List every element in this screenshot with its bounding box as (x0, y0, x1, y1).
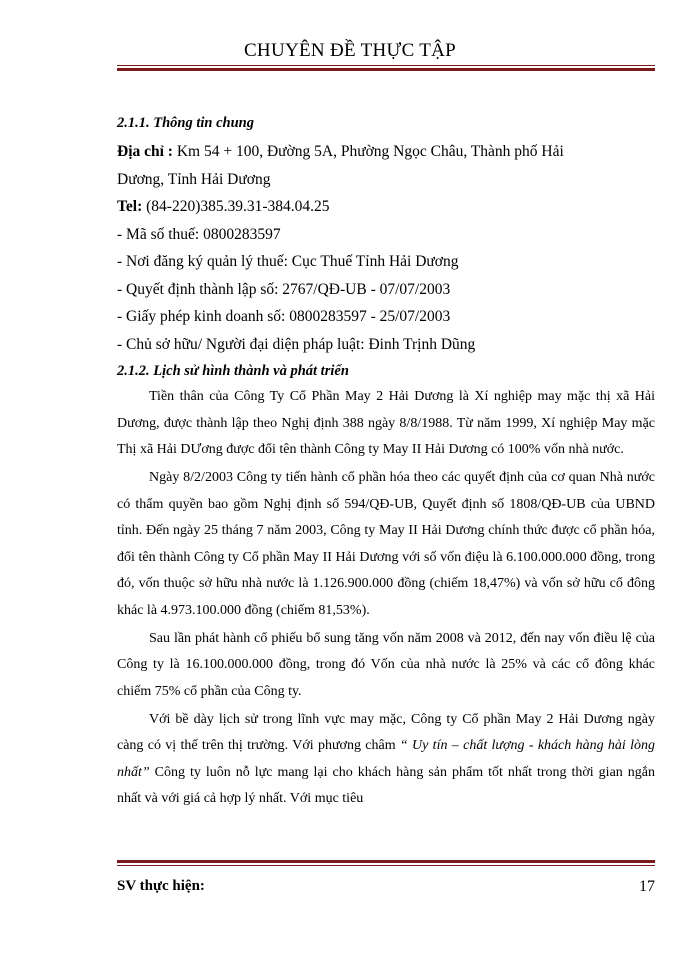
history-paragraph-4 (117, 707, 655, 813)
paragraph-4-start: Với bề dày lịch sử trong lĩnh vực may mặc, Công ty Cổ phần May 2 Hải Dương ngày càng có vị thế trên thị trường. Với phương châm (117, 711, 655, 753)
page-number: 17 (639, 878, 655, 895)
paragraph-4-end: Công ty luôn nỗ lực mang lại cho khách hàng sản phẩm tốt nhất trong thời gian ngắn nhất và với giá cả hợp lý nhất. Với mục tiêu (117, 764, 655, 806)
section-heading-general-info: 2.1.1. Thông tin chung (117, 115, 254, 131)
history-paragraph-3: Sau lần phát hành cổ phiếu bổ sung tăng vốn năm 2008 và 2012, đến nay vốn điều lệ của Công ty là 16.100.000.000 đồng, trong đó Vốn của nhà nước là 25% và các cổ đông khác chiếm 75% cổ phần của Công ty. (117, 630, 655, 699)
footer-student-label: SV thực hiện: (117, 878, 205, 894)
footer-rule-thick (117, 860, 655, 863)
tel-value: (84-220)385.39.31-384.04.25 (146, 198, 330, 215)
license-line: - Giấy phép kinh doanh số: 0800283597 - 25/07/2003 (117, 308, 451, 325)
tax-code-line: - Mã số thuế: 0800283597 (117, 225, 281, 243)
section-heading-history: 2.1.2. Lịch sử hình thành và phát triển (117, 363, 349, 379)
footer-rule-thin (117, 865, 655, 866)
page-header-title: CHUYÊN ĐỀ THỰC TẬP (243, 40, 457, 61)
tel-line (117, 193, 655, 221)
decision-line: - Quyết định thành lập số: 2767/QĐ-UB - 07/07/2003 (117, 280, 451, 298)
address-label: Địa chỉ : (117, 143, 173, 160)
history-paragraph-1: Tiền thân của Công Ty Cổ Phần May 2 Hải Dương là Xí nghiệp may mặc thị xã Hải Dương, được thành lập theo Nghị định 388 ngày 8/8/1988. Từ năm 1999, Xí nghiệp May mặc Thị xã Hải DƯơng được đổi tên thành Công ty May II Hải Dương có 100% vốn nhà nước. (117, 389, 655, 457)
header-rule-thick (117, 68, 655, 71)
document-body (117, 108, 655, 814)
tax-office-line: - Nơi đăng ký quản lý thuế: Cục Thuế Tỉnh Hải Dương (117, 253, 459, 270)
address-value: Km 54 + 100, Đường 5A, Phường Ngọc Châu, Thành phố Hải (176, 143, 564, 160)
address-line-1 (117, 138, 655, 166)
company-motto: “ Uy tín – chất lượng - khách hàng hài lòng nhất” (117, 738, 656, 780)
owner-line: - Chủ sở hữu/ Người đại diện pháp luật: Đinh Trịnh Dũng (117, 335, 476, 353)
history-paragraph-2: Ngày 8/2/2003 Công ty tiến hành cổ phần hóa theo các quyết định của cơ quan Nhà nước có thẩm quyền bao gồm Nghị định số 594/QĐ-UB, Quyết định số 1808/QĐ-UB của UBND tỉnh. Đến ngày 25 tháng 7 năm 2003, Công ty May II Hải Dương chính thức được cổ phần hóa, đổi tên thành Công ty Cổ phần May II Hải Dương với số vốn điệu là 6.100.000.000 đồng, trong đó, vốn thuộc sở hữu nhà nước là 1.126.900.000 đồng (chiếm 18,47%) và vốn sở hữu cổ đông khác là 4.973.100.000 đồng (chiếm 81,53%). (117, 470, 655, 618)
address-line-2: Dương, Tỉnh Hải Dương (117, 170, 271, 188)
header-rule-thin (117, 65, 655, 66)
tel-label: Tel: (117, 198, 143, 215)
